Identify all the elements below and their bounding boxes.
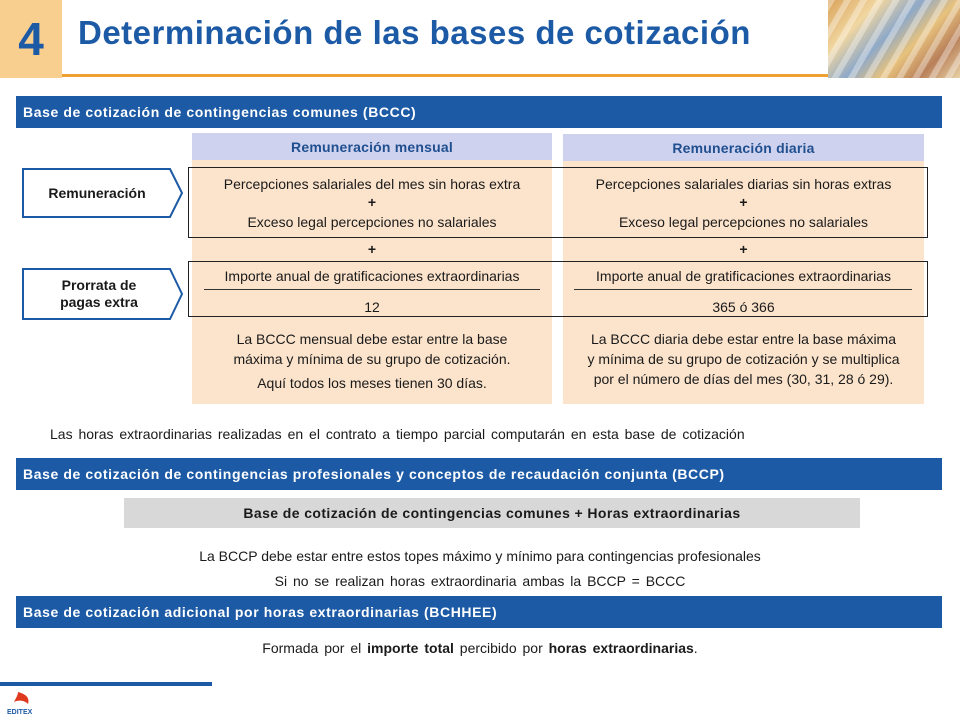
parcial-footnote: Las horas extraordinarias realizadas en el contrato a tiempo parcial computarán en esta base de cotización	[50, 426, 745, 442]
remuneracion-label	[22, 168, 184, 218]
bchhee-text-bold-1: importe total	[367, 640, 454, 656]
section-bar-bchhee: Base de cotización adicional por horas extraordinarias (BCHHEE)	[16, 596, 942, 628]
chapter-number: 4	[0, 0, 62, 78]
diaria-note-2: y mínima de su grupo de cotización y se multiplica	[587, 351, 900, 367]
mensual-exceso: Exceso legal percepciones no salariales	[247, 214, 497, 230]
mensual-note-1: La BCCC mensual debe estar entre la base	[236, 331, 508, 347]
page-title: Determinación de las bases de cotización	[78, 14, 751, 51]
bccp-formula: Base de cotización de contingencias comunes + Horas extraordinarias	[124, 498, 860, 528]
editex-logo	[6, 690, 46, 716]
section-bar-bccc: Base de cotización de contingencias comunes (BCCC)	[16, 96, 942, 128]
diaria-denominator: 365 ó 366	[712, 299, 775, 315]
diaria-percepciones: Percepciones salariales diarias sin horas extras	[595, 176, 892, 192]
column-header-mensual: Remuneración mensual	[192, 133, 552, 160]
column-header-diaria: Remuneración diaria	[563, 134, 924, 161]
bchhee-text-bold-2: horas extraordinarias	[548, 640, 694, 656]
logo-text: EDITEX	[7, 709, 33, 716]
diaria-plus-1: +	[739, 194, 748, 210]
bccp-equal-text: Si no se realizan horas extraordinaria ambas la BCCP = BCCC	[274, 573, 686, 589]
mensual-percepciones: Percepciones salariales del mes sin horas extra	[223, 176, 521, 192]
diaria-fraction-line	[574, 289, 912, 290]
diaria-numerator: Importe anual de gratificaciones extraordinarias	[596, 268, 891, 284]
prorrata-label	[22, 268, 184, 320]
mensual-numerator: Importe anual de gratificaciones extraordinarias	[224, 268, 520, 284]
footer-line	[0, 682, 212, 686]
remuneracion-label-text: Remuneración	[48, 185, 146, 201]
diaria-exceso: Exceso legal percepciones no salariales	[618, 214, 869, 230]
title-underline	[62, 74, 832, 77]
mensual-plus-1: +	[367, 194, 377, 210]
section-bar-bccp: Base de cotización de contingencias profesionales y conceptos de recaudación conjunta (BCCP)	[16, 458, 942, 490]
bchhee-text-post: .	[693, 640, 698, 656]
mensual-note-3: Aquí todos los meses tienen 30 días.	[257, 375, 487, 391]
bchhee-text-mid: percibido por	[453, 640, 549, 656]
mensual-denominator: 12	[364, 299, 380, 315]
mensual-plus-2: +	[367, 241, 377, 257]
mensual-fraction-line	[204, 289, 540, 290]
bccp-topes-text: La BCCP debe estar entre estos topes máximo y mínimo para contingencias profesionales	[199, 548, 761, 564]
prorrata-label-text: Prorrata de pagas extra	[60, 277, 138, 310]
bchhee-text	[0, 640, 960, 656]
banknotes-image	[828, 0, 960, 78]
bchhee-text-pre: Formada por el	[262, 640, 368, 656]
diaria-note-3: por el número de días del mes (30, 31, 28 ó 29).	[593, 371, 894, 387]
diaria-plus-2: +	[739, 241, 748, 257]
editex-logo-icon	[6, 690, 46, 716]
diaria-note-1: La BCCC diaria debe estar entre la base máxima	[590, 331, 897, 347]
mensual-note-2: máxima y mínima de su grupo de cotización.	[233, 351, 511, 367]
